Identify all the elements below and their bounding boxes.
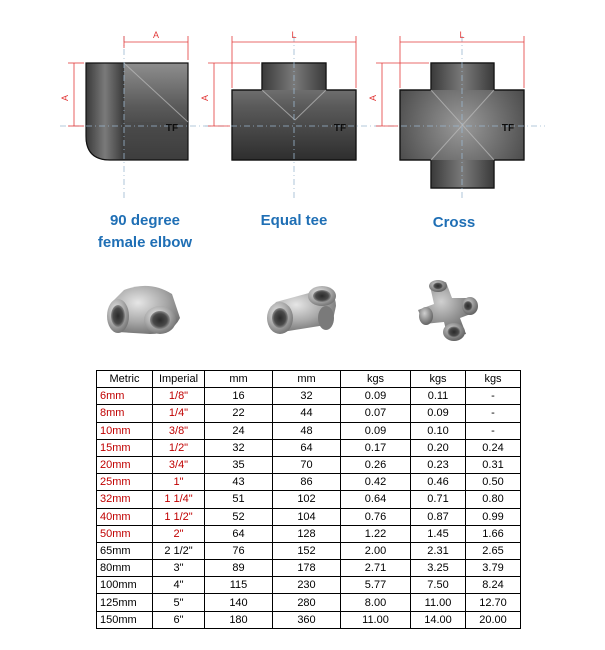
cell-mm-2: 360 bbox=[273, 611, 341, 628]
cell-mm-2: 64 bbox=[273, 439, 341, 456]
cell-imperial: 5" bbox=[153, 594, 205, 611]
cross-caption bbox=[414, 212, 494, 234]
cell-kgs-3: - bbox=[466, 422, 521, 439]
cell-imperial: 2 1/2" bbox=[153, 542, 205, 559]
cell-metric: 50mm bbox=[97, 525, 153, 542]
cell-metric: 80mm bbox=[97, 560, 153, 577]
table-row bbox=[97, 542, 521, 559]
cell-kgs-2: 3.25 bbox=[411, 560, 466, 577]
cell-mm-2: 70 bbox=[273, 456, 341, 473]
cell-metric: 8mm bbox=[97, 405, 153, 422]
cell-kgs-2: 0.23 bbox=[411, 456, 466, 473]
cell-metric: 40mm bbox=[97, 508, 153, 525]
elbow-caption-line-1: 90 degree bbox=[109, 212, 181, 229]
cell-kgs-1: 0.26 bbox=[341, 456, 411, 473]
cell-kgs-2: 0.87 bbox=[411, 508, 466, 525]
table-row bbox=[97, 474, 521, 491]
cross-dim-side-label: A bbox=[368, 94, 378, 102]
cell-kgs-2: 1.45 bbox=[411, 525, 466, 542]
cell-kgs-3: - bbox=[466, 405, 521, 422]
cell-kgs-3: 20.00 bbox=[466, 611, 521, 628]
cell-metric: 25mm bbox=[97, 474, 153, 491]
header-kgs-2: kgs bbox=[411, 371, 466, 388]
cell-mm-2: 152 bbox=[273, 542, 341, 559]
cross-diagram bbox=[368, 30, 545, 200]
table-row bbox=[97, 422, 521, 439]
cell-mm-1: 76 bbox=[205, 542, 273, 559]
cell-kgs-1: 0.64 bbox=[341, 491, 411, 508]
cell-kgs-3: 12.70 bbox=[466, 594, 521, 611]
table-header-row bbox=[97, 371, 521, 388]
cell-mm-2: 280 bbox=[273, 594, 341, 611]
table-row bbox=[97, 577, 521, 594]
tee-dim-side-label: A bbox=[200, 94, 210, 102]
cell-metric: 6mm bbox=[97, 388, 153, 405]
cell-metric: 15mm bbox=[97, 439, 153, 456]
cell-mm-2: 48 bbox=[273, 422, 341, 439]
table-row bbox=[97, 508, 521, 525]
cell-mm-2: 32 bbox=[273, 388, 341, 405]
cell-mm-1: 35 bbox=[205, 456, 273, 473]
cell-kgs-1: 2.00 bbox=[341, 542, 411, 559]
cell-imperial: 3" bbox=[153, 560, 205, 577]
cell-mm-1: 32 bbox=[205, 439, 273, 456]
cell-kgs-2: 2.31 bbox=[411, 542, 466, 559]
cell-metric: 125mm bbox=[97, 594, 153, 611]
cell-metric: 10mm bbox=[97, 422, 153, 439]
cell-imperial: 6" bbox=[153, 611, 205, 628]
cell-kgs-1: 11.00 bbox=[341, 611, 411, 628]
cell-mm-1: 115 bbox=[205, 577, 273, 594]
cell-kgs-1: 2.71 bbox=[341, 560, 411, 577]
cell-imperial: 1/8" bbox=[153, 388, 205, 405]
cell-kgs-3: 0.80 bbox=[466, 491, 521, 508]
cell-imperial: 3/8" bbox=[153, 422, 205, 439]
cell-kgs-3: 3.79 bbox=[466, 560, 521, 577]
cell-kgs-3: 0.50 bbox=[466, 474, 521, 491]
cell-mm-1: 51 bbox=[205, 491, 273, 508]
tee-dim-top-label: L bbox=[291, 30, 297, 40]
elbow-marking: TF bbox=[165, 123, 179, 134]
cell-kgs-1: 5.77 bbox=[341, 577, 411, 594]
cell-metric: 32mm bbox=[97, 491, 153, 508]
fitting-photos bbox=[0, 272, 605, 362]
cross-caption-text: Cross bbox=[432, 214, 476, 231]
cell-kgs-2: 7.50 bbox=[411, 577, 466, 594]
header-mm-1: mm bbox=[205, 371, 273, 388]
table-row bbox=[97, 525, 521, 542]
header-kgs-1: kgs bbox=[341, 371, 411, 388]
cell-mm-2: 128 bbox=[273, 525, 341, 542]
cell-kgs-1: 0.09 bbox=[341, 422, 411, 439]
cell-kgs-3: 0.31 bbox=[466, 456, 521, 473]
cell-kgs-3: 0.99 bbox=[466, 508, 521, 525]
cell-kgs-2: 14.00 bbox=[411, 611, 466, 628]
elbow-caption-line-2: female elbow bbox=[97, 234, 193, 251]
cell-mm-2: 86 bbox=[273, 474, 341, 491]
cell-mm-1: 140 bbox=[205, 594, 273, 611]
cell-kgs-3: 0.24 bbox=[466, 439, 521, 456]
table-row bbox=[97, 560, 521, 577]
tee-marking: TF bbox=[333, 123, 347, 134]
table-body bbox=[97, 388, 521, 629]
table-row bbox=[97, 611, 521, 628]
cell-imperial: 1/2" bbox=[153, 439, 205, 456]
header-kgs-3: kgs bbox=[466, 371, 521, 388]
cell-kgs-3: 8.24 bbox=[466, 577, 521, 594]
tee-caption bbox=[246, 210, 342, 232]
dimensions-table bbox=[96, 370, 521, 629]
cell-metric: 100mm bbox=[97, 577, 153, 594]
cell-kgs-1: 0.09 bbox=[341, 388, 411, 405]
cell-mm-1: 64 bbox=[205, 525, 273, 542]
tee-diagram bbox=[200, 30, 380, 200]
cell-mm-1: 16 bbox=[205, 388, 273, 405]
cell-kgs-1: 1.22 bbox=[341, 525, 411, 542]
cell-kgs-3: 2.65 bbox=[466, 542, 521, 559]
cell-mm-2: 230 bbox=[273, 577, 341, 594]
cell-kgs-1: 0.07 bbox=[341, 405, 411, 422]
table-row bbox=[97, 405, 521, 422]
elbow-diagram bbox=[60, 30, 210, 200]
cell-kgs-2: 0.11 bbox=[411, 388, 466, 405]
header-metric: Metric bbox=[97, 371, 153, 388]
cell-mm-1: 180 bbox=[205, 611, 273, 628]
cell-metric: 150mm bbox=[97, 611, 153, 628]
cell-kgs-3: 1.66 bbox=[466, 525, 521, 542]
cell-kgs-2: 0.71 bbox=[411, 491, 466, 508]
table-row bbox=[97, 491, 521, 508]
cell-imperial: 1 1/4" bbox=[153, 491, 205, 508]
cell-mm-1: 89 bbox=[205, 560, 273, 577]
header-imperial: Imperial bbox=[153, 371, 205, 388]
cell-kgs-2: 11.00 bbox=[411, 594, 466, 611]
cell-mm-2: 44 bbox=[273, 405, 341, 422]
cell-imperial: 2" bbox=[153, 525, 205, 542]
fitting-diagrams bbox=[0, 0, 605, 200]
cell-imperial: 3/4" bbox=[153, 456, 205, 473]
cell-kgs-1: 0.76 bbox=[341, 508, 411, 525]
cell-imperial: 4" bbox=[153, 577, 205, 594]
table-row bbox=[97, 456, 521, 473]
cell-kgs-2: 0.20 bbox=[411, 439, 466, 456]
cross-marking: TF bbox=[501, 123, 515, 134]
cell-kgs-1: 0.42 bbox=[341, 474, 411, 491]
table-row bbox=[97, 388, 521, 405]
header-mm-2: mm bbox=[273, 371, 341, 388]
cell-kgs-2: 0.10 bbox=[411, 422, 466, 439]
elbow-dim-top-label: A bbox=[152, 30, 160, 40]
cell-imperial: 1" bbox=[153, 474, 205, 491]
cell-mm-1: 22 bbox=[205, 405, 273, 422]
table-row bbox=[97, 439, 521, 456]
cell-mm-1: 24 bbox=[205, 422, 273, 439]
tee-caption-text: Equal tee bbox=[260, 212, 328, 229]
cell-mm-1: 52 bbox=[205, 508, 273, 525]
cell-mm-1: 43 bbox=[205, 474, 273, 491]
cell-metric: 65mm bbox=[97, 542, 153, 559]
elbow-photo bbox=[107, 286, 180, 334]
cell-kgs-3: - bbox=[466, 388, 521, 405]
cell-imperial: 1/4" bbox=[153, 405, 205, 422]
cell-mm-2: 102 bbox=[273, 491, 341, 508]
cross-photo bbox=[418, 280, 478, 341]
cell-metric: 20mm bbox=[97, 456, 153, 473]
cell-kgs-2: 0.46 bbox=[411, 474, 466, 491]
cross-dim-top-label: L bbox=[459, 30, 465, 40]
cell-kgs-2: 0.09 bbox=[411, 405, 466, 422]
cell-kgs-1: 0.17 bbox=[341, 439, 411, 456]
cell-mm-2: 104 bbox=[273, 508, 341, 525]
table-row bbox=[97, 594, 521, 611]
tee-photo bbox=[267, 286, 336, 334]
elbow-dim-side-label: A bbox=[60, 94, 70, 102]
cell-imperial: 1 1/2" bbox=[153, 508, 205, 525]
elbow-caption bbox=[85, 210, 205, 254]
cell-mm-2: 178 bbox=[273, 560, 341, 577]
cell-kgs-1: 8.00 bbox=[341, 594, 411, 611]
